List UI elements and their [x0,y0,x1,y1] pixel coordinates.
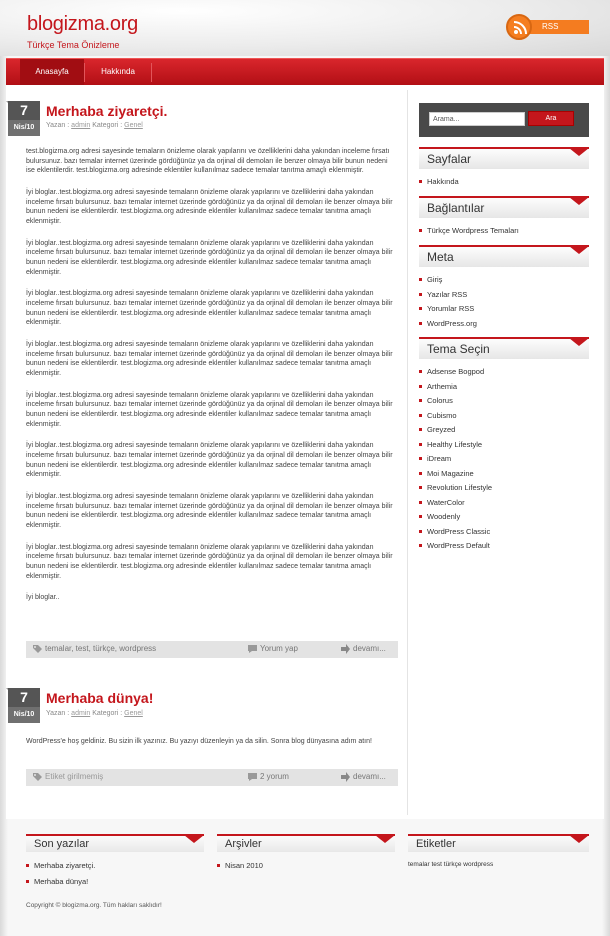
corner-marker [569,835,589,843]
post-author-link[interactable]: admin [71,122,91,129]
recent-post-link[interactable]: Merhaba dünya! [26,877,204,893]
corner-marker [569,338,589,346]
post-paragraph: İyi bloglar..test.blogizma.org adresi sayesinde temaların önizleme olarak yapılarını ve özelliklerini daha yakından inceleme fırsatı bulursunuz. bazı temalar internet üzerinde gördüğünüz ya da orjinal dil demoları ile benzer olmaya bilir bunun nedeni ise eklentilerdir. test.blogizma.org adresinde eklentiler kullanılmaz sadece temalar tanıtma amaçlı eklenmiştir. [26,493,393,529]
site-tagline: Türkçe Tema Önizleme [27,40,120,50]
theme-link[interactable]: iDream [419,454,589,469]
main-nav [6,58,604,85]
corner-marker [184,835,204,843]
post-paragraph: İyi bloglar.. [26,594,60,602]
pages-list [419,177,589,192]
tag-icon [32,644,43,654]
post-footer [26,769,398,786]
sidebar-link[interactable]: Hakkında [419,177,589,192]
widget-title-meta: Meta [419,245,589,267]
arrow-right-icon [340,644,351,654]
widget-title-theme-select: Tema Seçin [419,337,589,359]
post-day: 7 [8,688,40,707]
post [6,688,398,790]
search-button[interactable]: Ara [528,111,574,126]
sidebar-link[interactable]: Giriş [419,275,589,290]
links-list [419,226,589,241]
sidebar-link[interactable]: Türkçe Wordpress Temaları [419,226,589,241]
archive-link[interactable]: Nisan 2010 [217,861,395,877]
post-tags[interactable]: temalar, test, türkçe, wordpress [45,644,157,653]
footer-title-tags: Etiketler [408,834,589,852]
post-date [6,688,40,723]
post-read-more[interactable]: devamı... [353,644,386,653]
theme-link[interactable]: Cubismo [419,411,589,426]
theme-link[interactable]: Woodenly [419,512,589,527]
post-month: Nis/10 [8,120,40,136]
recent-posts-list [26,861,204,893]
post-footer [26,641,398,658]
theme-link[interactable]: Arthemia [419,382,589,397]
footer-title-archives: Arşivler [217,834,395,852]
tag-icon [32,772,43,782]
theme-link[interactable]: WaterColor [419,498,589,513]
post-body [26,737,398,759]
theme-link[interactable]: WordPress Classic [419,527,589,542]
nav-item-home[interactable]: Anasayfa [20,59,84,86]
theme-link[interactable]: Greyzed [419,425,589,440]
copyright: Copyright © blogizma.org. Tüm hakları saklıdır! [26,902,162,909]
post-title[interactable]: Merhaba dünya! [46,690,154,706]
post-meta: Yazan : admin Kategori : Genel [46,122,143,129]
theme-list [419,367,589,556]
post-month: Nis/10 [8,707,40,723]
post-read-more[interactable]: devamı... [353,772,386,781]
widget-title-links: Bağlantılar [419,196,589,218]
search-box [419,103,589,137]
sidebar-divider [407,90,408,815]
post-date [6,101,40,136]
sidebar-link[interactable]: Yorumlar RSS [419,304,589,319]
post-title[interactable]: Merhaba ziyaretçi. [46,103,168,119]
widget-title-pages: Sayfalar [419,147,589,169]
theme-link[interactable]: Adsense Bogpod [419,367,589,382]
post-tags: Etiket girilmemiş [45,772,104,781]
post-paragraph: İyi bloglar..test.blogizma.org adresi sayesinde temaların önizleme olarak yapılarını ve özelliklerini daha yakından inceleme fırsatı bulursunuz. bazı temalar internet üzerinde gördüğünüz ya da orjinal dil demoları ile benzer olmaya bilir bunun nedeni ise eklentilerdir. test.blogizma.org adresinde eklentiler kullanılmaz sadece temalar tanıtma amaçlı eklenmiştir. [26,391,393,428]
rss-label[interactable]: RSS [524,20,589,34]
site-header [0,0,610,56]
nav-item-about[interactable]: Hakkında [101,67,135,76]
post-category-link[interactable]: Genel [124,122,143,129]
meta-list [419,275,589,333]
post-paragraph: İyi bloglar..test.blogizma.org adresi sayesinde temaların önizleme olarak yapılarını ve özelliklerini daha yakından inceleme fırsatı bulursunuz. bazı temalar internet üzerinde gördüğünüz ya da orjinal dil demoları ile benzer olmaya bilir bunun nedeni ise eklentilerdir. test.blogizma.org adresinde eklentiler kullanılmaz sadece temalar tanıtma amaçlı eklenmiştir. [26,189,393,225]
post-paragraph: İyi bloglar..test.blogizma.org adresi sayesinde temaların önizleme olarak yapılarını ve özelliklerini daha yakından inceleme fırsatı bulursunuz. bazı temalar internet üzerinde gördüğünüz ya da orjinal dil demoları ile benzer olmaya bilir bunun nedeni ise eklentilerdir. test.blogizma.org adresinde eklentiler kullanılmaz sadece temalar tanıtma amaçlı eklenmiştir. [26,290,393,327]
theme-link[interactable]: Revolution Lifestyle [419,483,589,498]
tag-cloud[interactable]: temalar test türkçe wordpress [408,861,494,868]
rss-icon[interactable] [506,14,532,40]
post-day: 7 [8,101,40,120]
corner-marker [569,246,589,254]
theme-link[interactable]: Healthy Lifestyle [419,440,589,455]
nav-separator [151,63,152,82]
post-paragraph: İyi bloglar..test.blogizma.org adresi sayesinde temaların önizleme olarak yapılarını ve özelliklerini daha yakından inceleme fırsatı bulursunuz. bazı temalar internet üzerinde gördüğünüz ya da orjinal dil demoları ile benzer olmaya bilir bunun nedeni ise eklentilerdir. test.blogizma.org adresinde eklentiler kullanılmaz sadece temalar tanıtma amaçlı eklenmiştir. [26,543,393,580]
post-body [26,147,398,615]
post-paragraph: İyi bloglar..test.blogizma.org adresi sayesinde temaların önizleme olarak yapılarını ve özelliklerini daha yakından inceleme fırsatı bulursunuz. bazı temalar internet üzerinde gördüğünüz ya da orjinal dil demoları ile benzer olmaya bilir bunun nedeni ise eklentilerdir. test.blogizma.org adresinde eklentiler kullanılmaz sadece temalar tanıtma amaçlı eklenmiştir. [26,239,393,276]
post-meta: Yazan : admin Kategori : Genel [46,710,143,717]
corner-marker [375,835,395,843]
site-title[interactable]: blogizma.org [27,13,138,35]
corner-marker [569,197,589,205]
theme-link[interactable]: WordPress Default [419,541,589,556]
post-comments-link[interactable]: Yorum yap [260,644,298,653]
corner-marker [569,148,589,156]
post-comments-link[interactable]: 2 yorum [260,772,289,781]
comment-icon [247,644,258,654]
sidebar-link[interactable]: WordPress.org [419,319,589,334]
sidebar-link[interactable]: Yazılar RSS [419,290,589,305]
post-category-link[interactable]: Genel [124,710,143,717]
post-author-link[interactable]: admin [71,710,91,717]
post [6,101,398,661]
recent-post-link[interactable]: Merhaba ziyaretçi. [26,861,204,877]
archives-list [217,861,395,877]
post-paragraph: test.blogizma.org adresi sayesinde temaların önizleme olarak yapılarını ve özelliklerini daha yakından inceleme fırsatı bulursunuz. bazı temalar internet üzerinde gördüğünüz ya da orjinal dil demoları ile benzer olmaya bilir bunun nedeni ise eklentilerdir. test.blogizma.org adresinde eklentiler kullanılmaz sadece temalar tanıtma amaçlı eklenmiştir. [26,148,390,175]
post-paragraph: İyi bloglar..test.blogizma.org adresi sayesinde temaların önizleme olarak yapılarını ve özelliklerini daha yakından inceleme fırsatı bulursunuz. bazı temalar internet üzerinde gördüğünüz ya da orjinal dil demoları ile benzer olmaya bilir bunun nedeni ise eklentilerdir. test.blogizma.org adresinde eklentiler kullanılmaz sadece temalar tanıtma amaçlı eklenmiştir. [26,341,393,377]
rss-feed-link[interactable] [506,17,589,36]
post-paragraph: WordPress'e hoş geldiniz. Bu sizin ilk yazınız. Bu yazıyı düzenleyin ya da silin. Sonra blog dünyasına adım atın! [26,738,372,745]
theme-link[interactable]: Colorus [419,396,589,411]
comment-icon [247,772,258,782]
theme-link[interactable]: Moi Magazine [419,469,589,484]
search-input[interactable] [429,112,525,126]
post-paragraph: İyi bloglar..test.blogizma.org adresi sayesinde temaların önizleme olarak yapılarını ve özelliklerini daha yakından inceleme fırsatı bulursunuz. bazı temalar internet üzerinde gördüğünüz ya da orjinal dil demoları ile benzer olmaya bilir bunun nedeni ise eklentilerdir. test.blogizma.org adresinde eklentiler kullanılmaz sadece temalar tanıtma amaçlı eklenmiştir. [26,442,393,479]
footer-title-recent: Son yazılar [26,834,204,852]
arrow-right-icon [340,772,351,782]
